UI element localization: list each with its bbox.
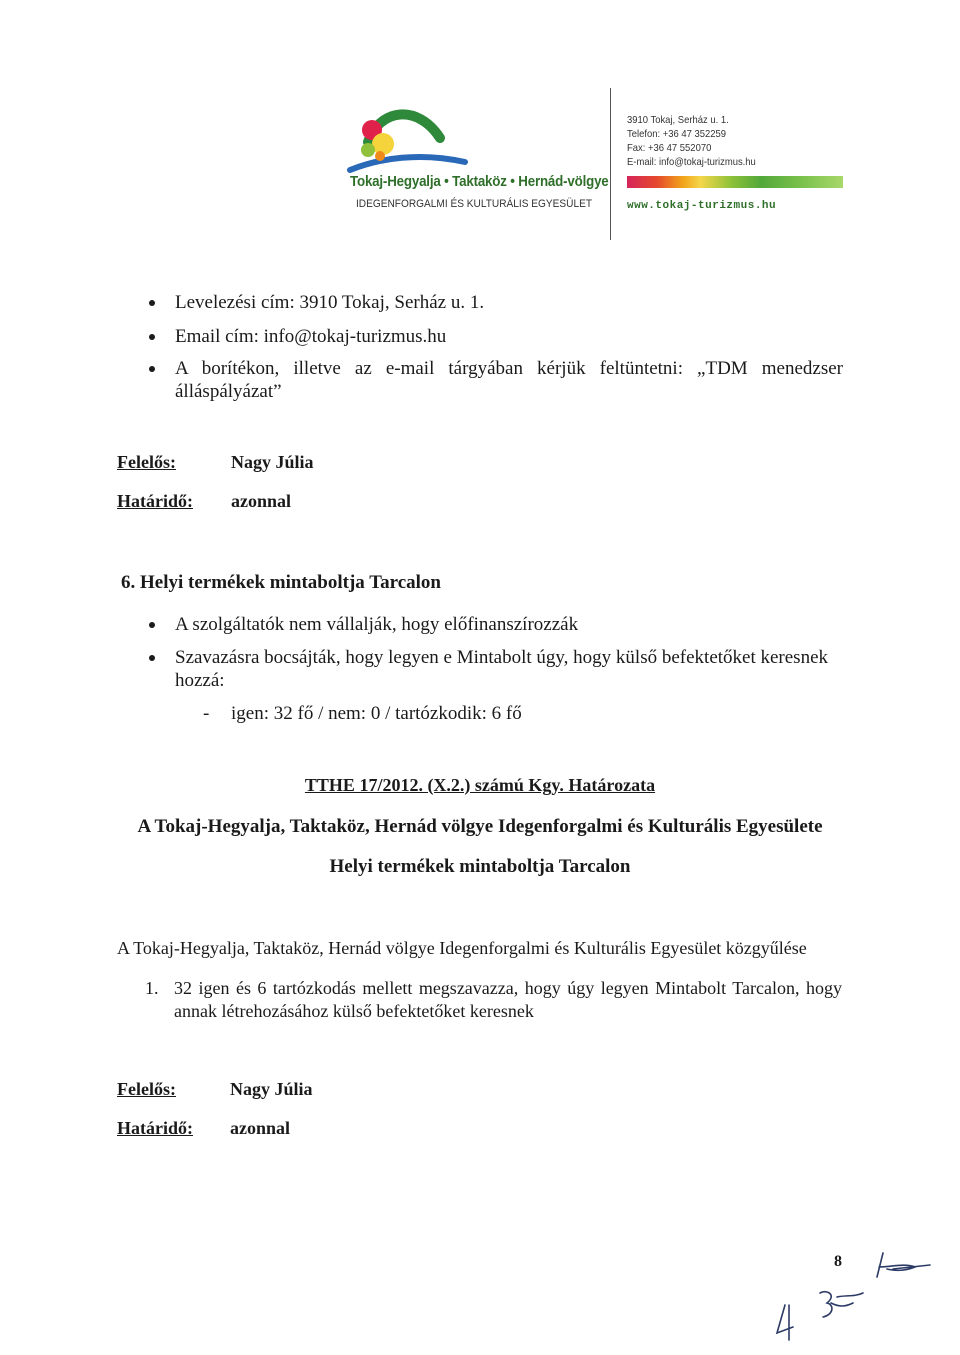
organization-logo (340, 100, 470, 180)
letterhead-phone: Telefon: +36 47 352259 (627, 128, 727, 140)
responsible-label-2: Felelős: (117, 1079, 176, 1099)
bullet-vote-continuation: hozzá: (175, 670, 225, 691)
resolution-item-number: 1. (145, 978, 159, 998)
letterhead-address: 3910 Tokaj, Serház u. 1. (627, 114, 729, 126)
resolution-item-text: 32 igen és 6 tartózkodás mellett megszavazza, hogy úgy legyen Mintabolt Tarcalon, hogy (174, 978, 842, 998)
organization-subtitle: IDEGENFORGALMI ÉS KULTURÁLIS EGYESÜLET (356, 198, 593, 210)
bullet-email: Email cím: info@tokaj-turizmus.hu (175, 326, 447, 347)
deadline-value-2: azonnal (230, 1118, 291, 1138)
vote-dash: - (203, 703, 210, 724)
letterhead-email: E-mail: info@tokaj-turizmus.hu (627, 156, 756, 168)
letterhead-website: www.tokaj-turizmus.hu (627, 200, 777, 212)
organization-name: Tokaj-Hegyalja • Taktaköz • Hernád-völgye (350, 174, 609, 190)
vote-result: igen: 32 fő / nem: 0 / tartózkodik: 6 fő (231, 703, 522, 724)
section-heading: 6. Helyi termékek mintaboltja Tarcalon (121, 572, 441, 593)
deadline-label-2: Határidő: (117, 1118, 193, 1138)
page-number: 8 (834, 1253, 842, 1270)
resolution-organization: A Tokaj-Hegyalja, Taktaköz, Hernád völgye Idegenforgalmi és Kulturális Egyesülete (137, 816, 823, 837)
responsible-name-2: Nagy Júlia (230, 1079, 313, 1099)
letterhead-color-stripe (627, 176, 843, 188)
bullet-providers: A szolgáltatók nem vállalják, hogy előfinanszírozzák (175, 614, 579, 635)
letterhead-divider (610, 88, 611, 240)
deadline-label: Határidő: (117, 491, 193, 511)
deadline-value: azonnal (231, 491, 292, 511)
bullet-mail-address: Levelezési cím: 3910 Tokaj, Serház u. 1. (175, 292, 485, 313)
bullet-vote: Szavazásra bocsájták, hogy legyen e Mintabolt úgy, hogy külső befektetőket keresnek (175, 647, 829, 668)
bullet-subject-line: A borítékon, illetve az e-mail tárgyában kérjük feltüntetni: „TDM menedzser (175, 358, 843, 379)
resolution-intro: A Tokaj-Hegyalja, Taktaköz, Hernád völgye Idegenforgalmi és Kulturális Egyesület közgyűlése (117, 938, 807, 958)
bullet-subject-line-continuation: álláspályázat” (175, 381, 282, 402)
handwritten-initials (765, 1245, 945, 1345)
responsible-label: Felelős: (117, 452, 176, 472)
resolution-number: TTHE 17/2012. (X.2.) számú Kgy. Határozata (304, 775, 656, 795)
responsible-name: Nagy Júlia (231, 452, 314, 472)
resolution-title: Helyi termékek mintaboltja Tarcalon (329, 856, 631, 877)
letterhead-fax: Fax: +36 47 552070 (627, 142, 712, 154)
resolution-item-continuation: annak létrehozásához külső befektetőket keresnek (174, 1001, 534, 1021)
